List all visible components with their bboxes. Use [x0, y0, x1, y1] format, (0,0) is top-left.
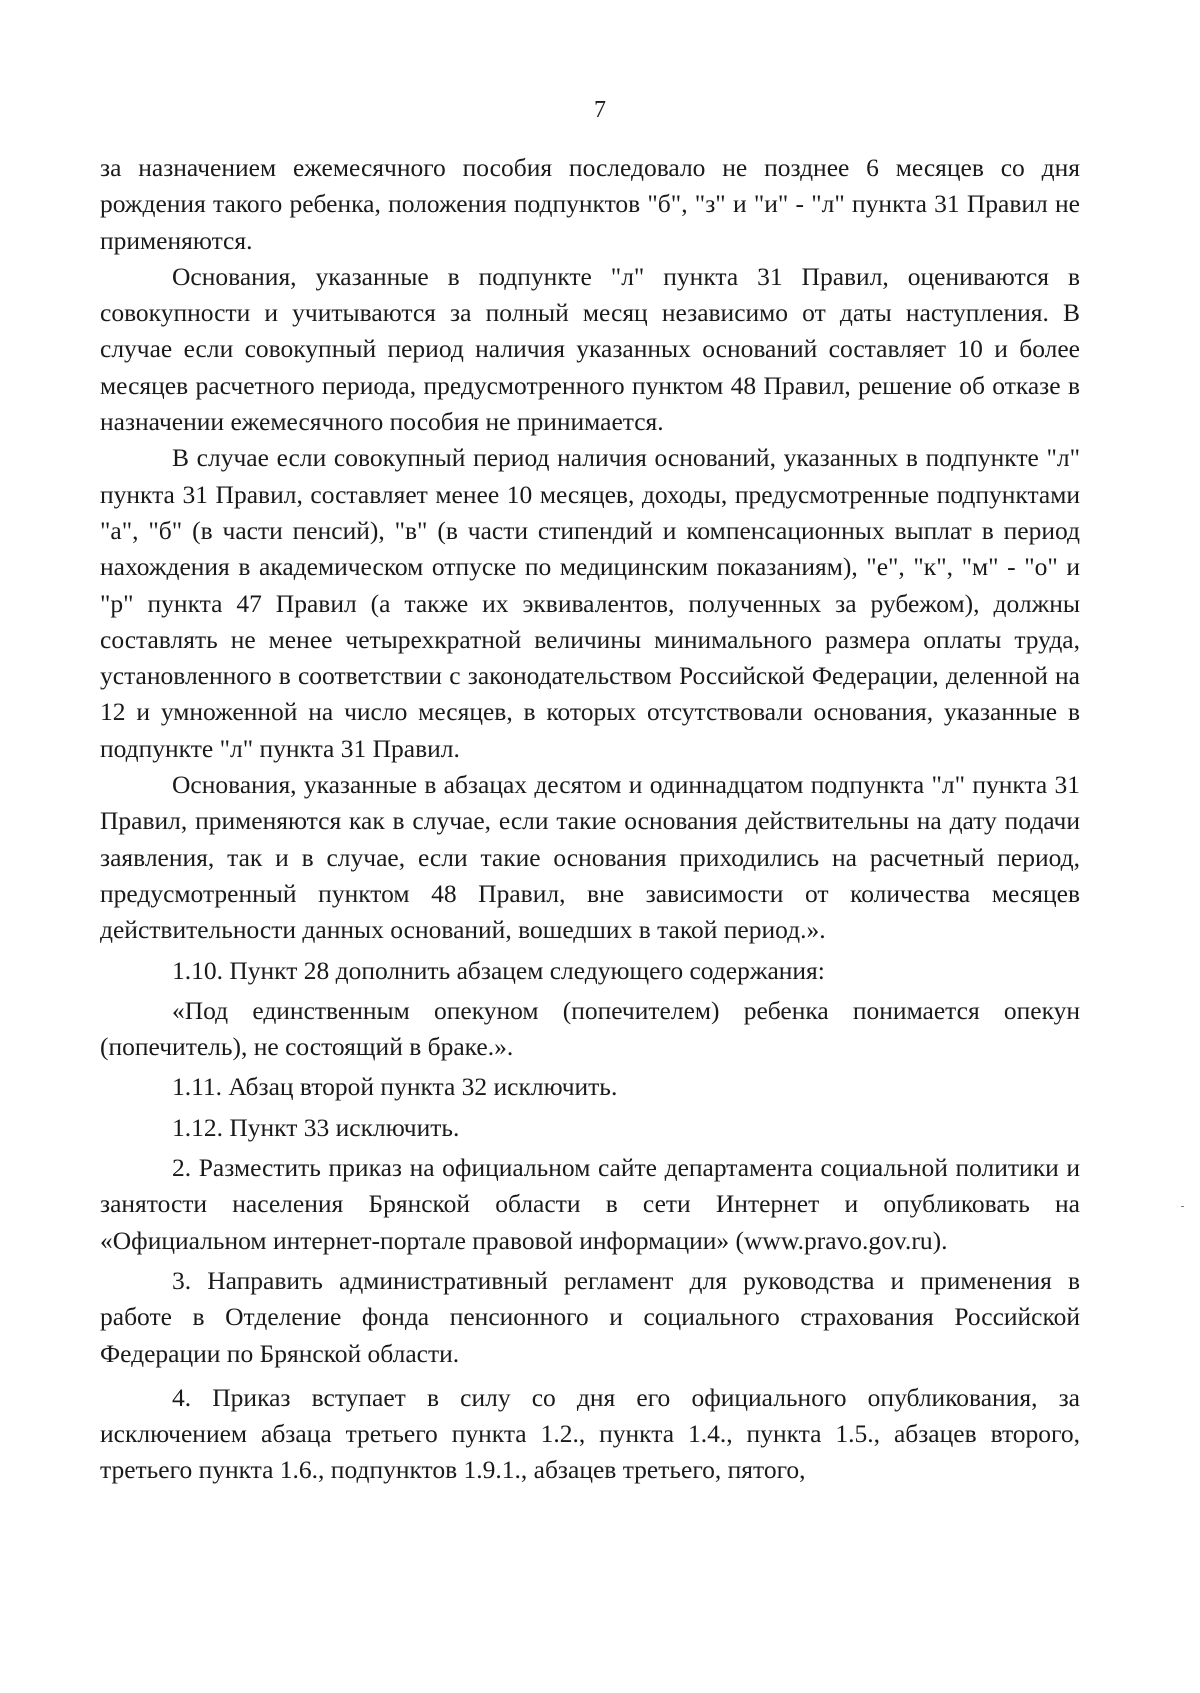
page-number: 7	[594, 97, 606, 123]
paragraph-continuation: за назначением ежемесячного пособия последовало не позднее 6 месяцев со дня рождения такого ребенка, положения подпунктов "б", "з" и "и" - "л" пункта 31 Правил не применяются.	[100, 153, 1080, 255]
paragraph-grounds-application: Основания, указанные в абзацах десятом и одиннадцатом подпункта "л" пункта 31 Правил, применяются как в случае, если такие основания действительны на дату подачи заявления, так и в случае, если такие основания приходились на расчетный период, предусмотренный пунктом 48 Правил, вне зависимости от количества месяцев действительности данных оснований, вошедших в такой период.».	[100, 770, 1080, 945]
scan-mark	[1181, 1206, 1184, 1207]
paragraph-item-1-10: 1.10. Пункт 28 дополнить абзацем следующего содержания:	[172, 955, 825, 985]
paragraph-item-4-effective: 4. Приказ вступает в силу со дня его официального опубликования, за исключением абзаца третьего пункта 1.2., пункта 1.4., пункта 1.5., абзацев второго, третьего пункта 1.6., подпунктов 1.9.1., абзацев третьего, пятого,	[100, 1382, 1080, 1485]
paragraph-grounds-assessment: Основания, указанные в подпункте "л" пункта 31 Правил, оцениваются в совокупности и учитываются за полный месяц независимо от даты наступления. В случае если совокупный период наличия указанных оснований составляет 10 и более месяцев расчетного периода, предусмотренного пунктом 48 Правил, решение об отказе в назначении ежемесячного пособия не принимается.	[100, 261, 1080, 437]
paragraph-item-1-12: 1.12. Пункт 33 исключить.	[172, 1112, 460, 1142]
paragraph-item-1-11: 1.11. Абзац второй пункта 32 исключить.	[172, 1072, 618, 1102]
document-body	[100, 150, 1080, 1489]
paragraph-item-3-send: 3. Направить административный регламент для руководства и применения в работе в Отделение фонда пенсионного и социального страхования Российской Федерации по Брянской области.	[100, 1265, 1080, 1368]
paragraph-item-2-publish: 2. Разместить приказ на официальном сайте департамента социальной политики и занятости населения Брянской области в сети Интернет и опубликовать на «Официальном интернет-портале правовой информации» (www.pravo.gov.ru).	[100, 1153, 1080, 1255]
paragraph-income-requirement: В случае если совокупный период наличия оснований, указанных в подпункте "л" пункта 31 Правил, составляет менее 10 месяцев, доходы, предусмотренные подпунктами "а", "б" (в части пенсий), "в" (в части стипендий и компенсационных выплат в период нахождения в академическом отпуске по медицинским показаниям), "е", "к", "м" - "о" и "р" пункта 47 Правил (а также их эквивалентов, полученных за рубежом), должны составлять не менее четырехкратной величины минимального размера оплаты труда, установленного в соответствии с законодательством Российской Федерации, деленной на 12 и умноженной на число месяцев, в которых отсутствовали основания, указанные в подпункте "л" пункта 31 Правил.	[100, 443, 1080, 763]
paragraph-quote-guardian: «Под единственным опекуном (попечителем) ребенка понимается опекун (попечитель), не состоящий в браке.».	[100, 995, 1080, 1062]
